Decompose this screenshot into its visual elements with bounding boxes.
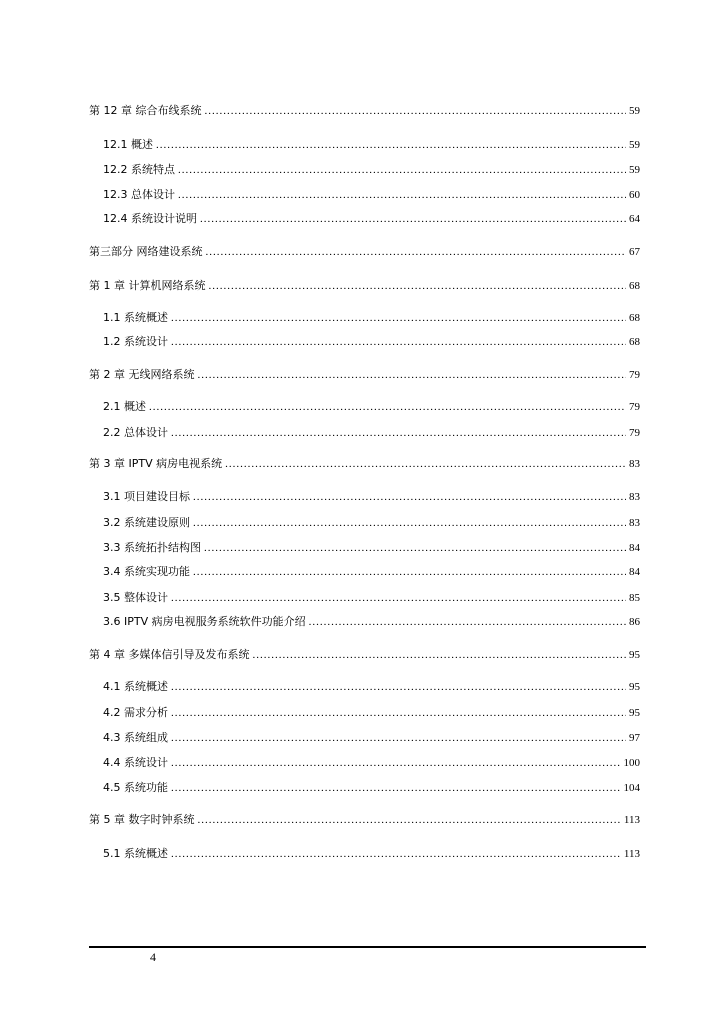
toc-entry-title: 12.3 总体设计 <box>103 188 175 201</box>
page-number: 4 <box>150 950 156 964</box>
toc-entry-page: 95 <box>629 707 640 719</box>
toc-entry-title: 3.6 IPTV 病房电视服务系统软件功能介绍 <box>103 615 306 628</box>
toc-entry-page: 60 <box>629 189 640 201</box>
toc-entry-page: 59 <box>629 164 640 176</box>
toc-dot-leader <box>309 615 626 629</box>
toc-dot-leader <box>209 279 627 293</box>
toc-entry-title: 4.4 系统设计 <box>103 756 168 769</box>
toc-dot-leader <box>193 516 626 530</box>
toc-chapter-entry[interactable] <box>89 813 640 827</box>
toc-entry-page: 67 <box>629 246 640 258</box>
toc-section-entry[interactable] <box>103 847 640 861</box>
toc-entry-title: 4.2 需求分析 <box>103 706 168 719</box>
toc-entry-page: 104 <box>623 782 640 794</box>
toc-entry-title: 4.3 系统组成 <box>103 731 168 744</box>
toc-dot-leader <box>171 335 626 349</box>
toc-section-entry[interactable] <box>103 163 640 177</box>
toc-chapter-entry[interactable] <box>89 368 640 382</box>
toc-section-entry[interactable] <box>103 731 640 745</box>
toc-entry-page: 79 <box>629 401 640 413</box>
toc-entry-title: 第 12 章 综合布线系统 <box>89 104 202 117</box>
toc-dot-leader <box>178 163 626 177</box>
toc-entry-page: 64 <box>629 213 640 225</box>
toc-entry-page: 68 <box>629 312 640 324</box>
toc-chapter-entry[interactable] <box>89 457 640 471</box>
toc-dot-leader <box>171 756 621 770</box>
toc-dot-leader <box>204 541 626 555</box>
toc-entry-title: 3.1 项目建设目标 <box>103 490 190 503</box>
toc-entry-title: 2.2 总体设计 <box>103 426 168 439</box>
toc-dot-leader <box>205 104 627 118</box>
toc-dot-leader <box>156 138 626 152</box>
toc-dot-leader <box>171 426 626 440</box>
toc-entry-page: 79 <box>629 427 640 439</box>
toc-dot-leader <box>171 591 626 605</box>
toc-section-entry[interactable] <box>103 212 640 226</box>
toc-entry-title: 1.1 系统概述 <box>103 311 168 324</box>
toc-entry-page: 100 <box>623 757 640 769</box>
toc-entry-title: 5.1 系统概述 <box>103 847 168 860</box>
toc-entry-page: 83 <box>629 458 640 470</box>
toc-section-entry[interactable] <box>103 781 640 795</box>
toc-section-entry[interactable] <box>103 516 640 530</box>
toc-entry-title: 1.2 系统设计 <box>103 335 168 348</box>
toc-entry-page: 84 <box>629 566 640 578</box>
toc-entry-page: 59 <box>629 139 640 151</box>
toc-dot-leader <box>193 565 626 579</box>
toc-entry-title: 第 5 章 数字时钟系统 <box>89 813 195 826</box>
toc-entry-page: 68 <box>629 336 640 348</box>
toc-entry-page: 97 <box>629 732 640 744</box>
toc-section-entry[interactable] <box>103 706 640 720</box>
toc-entry-page: 113 <box>623 848 640 860</box>
toc-section-entry[interactable] <box>103 426 640 440</box>
toc-entry-page: 83 <box>629 491 640 503</box>
toc-section-entry[interactable] <box>103 311 640 325</box>
toc-chapter-entry[interactable] <box>89 648 640 662</box>
toc-section-entry[interactable] <box>103 188 640 202</box>
toc-entry-title: 12.4 系统设计说明 <box>103 212 197 225</box>
toc-dot-leader <box>253 648 627 662</box>
toc-dot-leader <box>171 706 626 720</box>
toc-dot-leader <box>171 311 626 325</box>
toc-dot-leader <box>198 368 627 382</box>
toc-dot-leader <box>198 813 621 827</box>
toc-entry-title: 3.4 系统实现功能 <box>103 565 190 578</box>
toc-entry-page: 95 <box>629 681 640 693</box>
toc-section-entry[interactable] <box>103 680 640 694</box>
toc-dot-leader <box>200 212 626 226</box>
toc-section-entry[interactable] <box>103 490 640 504</box>
toc-section-entry[interactable] <box>103 138 640 152</box>
toc-entry-title: 第 3 章 IPTV 病房电视系统 <box>89 457 223 470</box>
toc-entry-title: 12.1 概述 <box>103 138 153 151</box>
toc-entry-title: 第 1 章 计算机网络系统 <box>89 279 206 292</box>
toc-dot-leader <box>178 188 626 202</box>
toc-entry-page: 83 <box>629 517 640 529</box>
toc-section-entry[interactable] <box>103 335 640 349</box>
toc-section-entry[interactable] <box>103 565 640 579</box>
toc-dot-leader <box>225 457 626 471</box>
toc-dot-leader <box>171 680 626 694</box>
toc-entry-title: 12.2 系统特点 <box>103 163 175 176</box>
toc-section-entry[interactable] <box>103 400 640 414</box>
toc-entry-title: 第三部分 网络建设系统 <box>89 245 203 258</box>
toc-entry-title: 4.5 系统功能 <box>103 781 168 794</box>
toc-entry-title: 3.2 系统建设原则 <box>103 516 190 529</box>
toc-section-entry[interactable] <box>103 615 640 629</box>
toc-section-entry[interactable] <box>103 541 640 555</box>
toc-chapter-entry[interactable] <box>89 279 640 293</box>
toc-entry-page: 79 <box>629 369 640 381</box>
footer-divider <box>89 946 646 948</box>
toc-section-entry[interactable] <box>103 756 640 770</box>
toc-entry-page: 59 <box>629 105 640 117</box>
toc-entry-page: 113 <box>623 814 640 826</box>
toc-entry-page: 84 <box>629 542 640 554</box>
toc-dot-leader <box>193 490 626 504</box>
toc-entry-page: 85 <box>629 592 640 604</box>
toc-chapter-entry[interactable] <box>89 104 640 118</box>
toc-dot-leader <box>171 781 621 795</box>
toc-entry-page: 86 <box>629 616 640 628</box>
toc-entry-title: 4.1 系统概述 <box>103 680 168 693</box>
toc-entry-page: 95 <box>629 649 640 661</box>
toc-dot-leader <box>206 245 627 259</box>
toc-entry-title: 3.3 系统拓扑结构图 <box>103 541 201 554</box>
toc-entry-title: 第 2 章 无线网络系统 <box>89 368 195 381</box>
toc-section-entry[interactable] <box>103 591 640 605</box>
toc-dot-leader <box>171 847 621 861</box>
toc-dot-leader <box>149 400 626 414</box>
toc-entry-title: 2.1 概述 <box>103 400 146 413</box>
toc-chapter-entry[interactable] <box>89 245 640 259</box>
toc-entry-title: 第 4 章 多媒体信引导及发布系统 <box>89 648 250 661</box>
toc-entry-page: 68 <box>629 280 640 292</box>
toc-entry-title: 3.5 整体设计 <box>103 591 168 604</box>
toc-dot-leader <box>171 731 626 745</box>
